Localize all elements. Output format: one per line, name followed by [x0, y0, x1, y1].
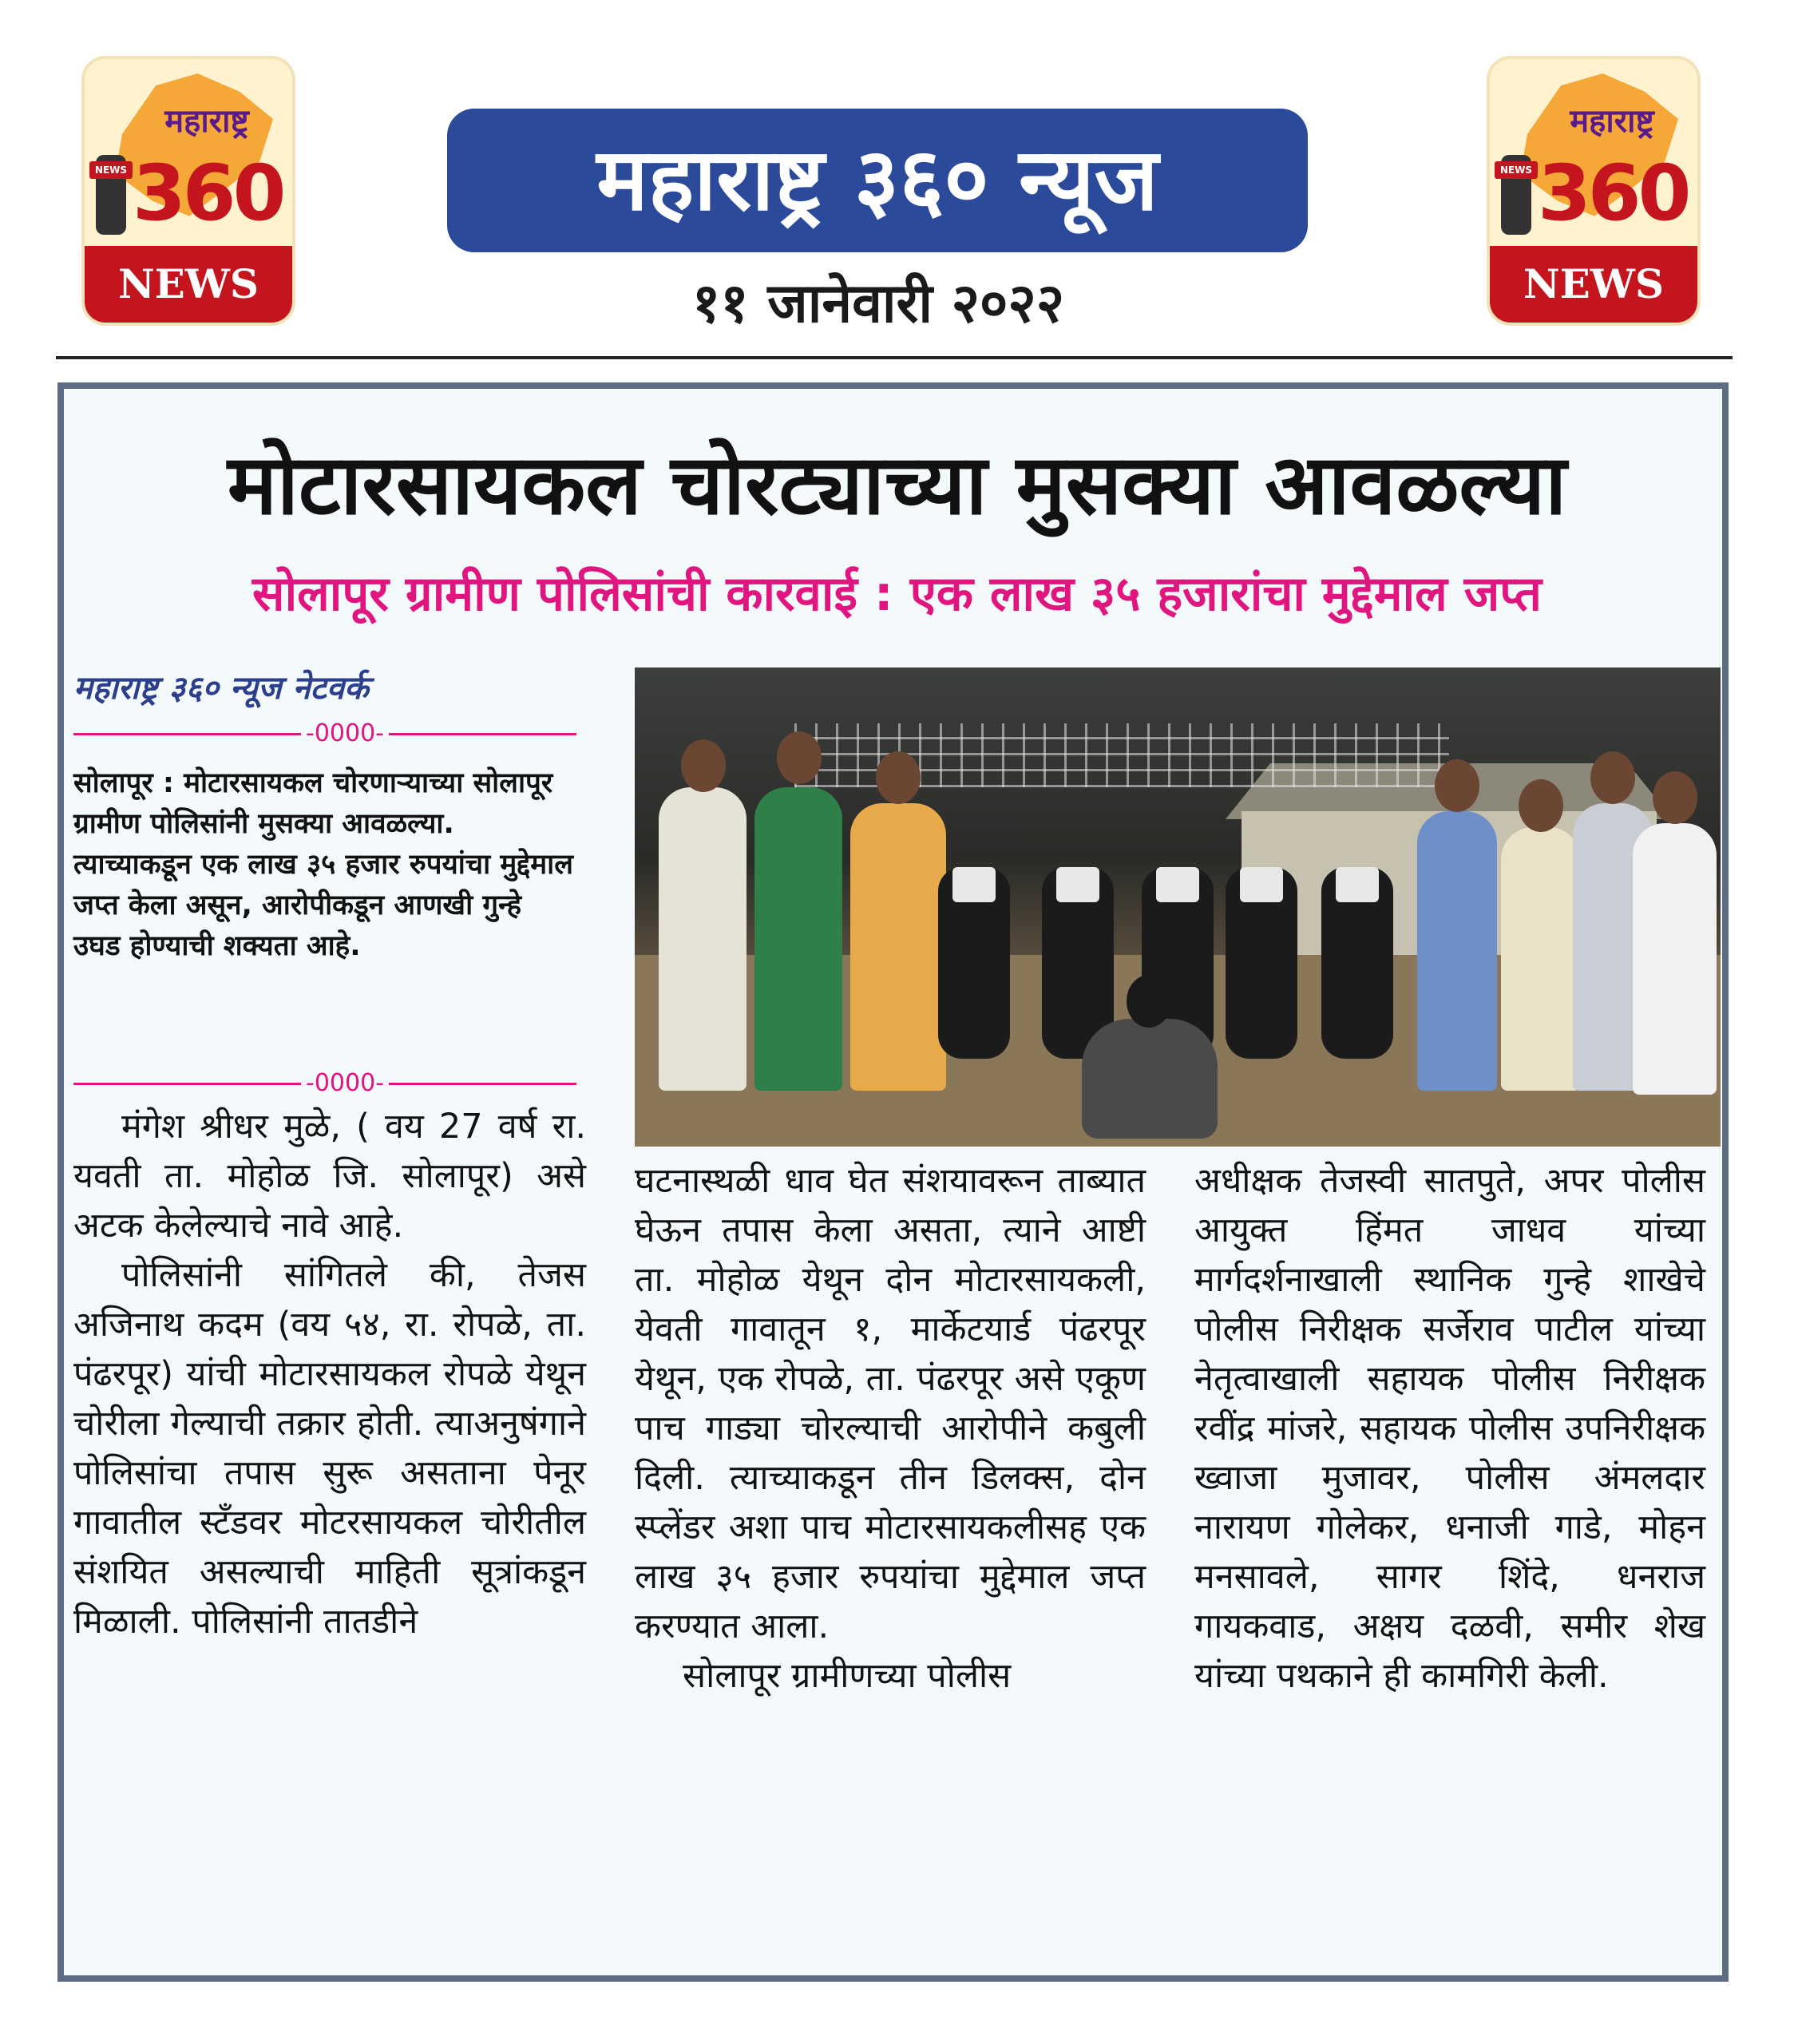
logo-number: 360 — [133, 149, 283, 238]
column-2 — [635, 1156, 1146, 1701]
divider-ornament: -0000- — [301, 1072, 389, 1095]
person — [1633, 823, 1717, 1095]
masthead-title: महाराष्ट्र ३६० न्यूज — [447, 109, 1308, 252]
person — [754, 787, 842, 1091]
person-head — [1653, 771, 1697, 824]
mic-badge: NEWS — [89, 161, 133, 179]
person-head — [777, 731, 822, 784]
person-head — [1519, 779, 1563, 832]
person — [1417, 811, 1497, 1091]
person-head — [876, 751, 921, 804]
column-1 — [73, 1102, 586, 1646]
logo-news-label: NEWS — [85, 246, 292, 323]
logo-state-text: महाराष्ट्र — [164, 103, 249, 140]
paragraph: घटनास्थळी धाव घेत संशयावरून ताब्यात घेऊन तपास केला असता, त्याने आष्टी ता. मोहोळ येथून दोन मोटारसायकली, येवती गावातून १, मार्केटयार्ड पंढरपूर येथून, एक रोपळे, ता. पंढरपूर असे एकूण पाच गाड्या चोरल्याची आरोपीने कबुली दिली. त्याच्याकडून तीन डिलक्स, दोन स्प्लेंडर अशा पाच मोटारसायकलीसह एक लाख ३५ हजार रुपयांचा मुद्देमाल जप्त करण्यात आला. — [635, 1161, 1146, 1646]
paragraph: अधीक्षक तेजस्वी सातपुते, अपर पोलीस आयुक्त हिंमत जाधव यांच्या मार्गदर्शनाखाली स्थानिक गुन्हे शाखेचे पोलीस निरीक्षक सर्जेराव पाटील यांच्या नेतृत्वाखाली सहायक पोलीस निरीक्षक रवींद्र मांजरे, सहायक पोलीस उपनिरीक्षक ख्वाजा मुजावर, पोलीस अंमलदार नारायण गोलेकर, धनाजी गाडे, मोहन मनसावले, सागर शिंदे, धनराज गायकवाड, अक्षय दळवी, समीर शेख यांच्या पथकाने ही कामगिरी केली. — [1194, 1161, 1705, 1696]
subheadline: सोलापूर ग्रामीण पोलिसांची कारवाई : एक लाख ३५ हजारांचा मुद्देमाल जप्त — [252, 566, 1542, 622]
divider-bottom — [73, 1069, 576, 1097]
byline: महाराष्ट्र ३६० न्यूज नेटवर्क — [73, 670, 369, 707]
issue-date: ११ जानेवारी २०२२ — [691, 272, 1065, 335]
headline: मोटारसायकल चोरट्याच्या मुसक्या आवळल्या — [227, 436, 1567, 533]
logo-right — [1490, 59, 1697, 323]
person-head — [1590, 751, 1635, 804]
motorcycle — [938, 867, 1010, 1059]
accused-person — [1082, 1019, 1218, 1139]
logo-number: 360 — [1538, 149, 1689, 238]
person-head — [681, 739, 726, 792]
news-photo — [635, 667, 1721, 1147]
masthead-rule — [56, 356, 1733, 359]
person — [1501, 827, 1581, 1091]
mic-badge: NEWS — [1495, 161, 1538, 179]
paragraph: पोलिसांनी सांगितले की, तेजस अजिनाथ कदम (वय ५४, रा. रोपळे, ता. पंढरपूर) यांची मोटारसायकल रोपळे येथून चोरीला गेल्याची तक्रार होती. त्याअनुषंगाने पोलिसांचा तपास सुरू असताना पेनूर गावातील स्टँडवर मोटरसायकल चोरीतील संशयित असल्याची माहिती सूत्रांकडून मिळाली. पोलिसांनी तातडीने — [73, 1255, 586, 1642]
person — [659, 787, 747, 1091]
column-3 — [1194, 1156, 1705, 1701]
logo-news-label: NEWS — [1490, 246, 1697, 323]
paragraph: मंगेश श्रीधर मुळे, ( वय 27 वर्ष रा. यवती ता. मोहोळ जि. सोलापूर) असे अटक केलेल्याचे नावे आहे. — [73, 1107, 586, 1246]
motorcycle — [1321, 867, 1393, 1059]
lead-paragraph: सोलापूर : मोटारसायकल चोरणाऱ्याच्या सोलापूर ग्रामीण पोलिसांनी मुसक्या आवळल्या. त्याच्याकडून एक लाख ३५ हजार रुपयांचा मुद्देमाल जप्त केला असून, आरोपीकडून आणखी गुन्हे उघड होण्याची शक्यता आहे. — [73, 767, 573, 962]
person-head — [1435, 759, 1479, 812]
divider-top — [73, 719, 576, 747]
person — [850, 803, 946, 1091]
logo-state-text: महाराष्ट्र — [1570, 103, 1654, 140]
paragraph: सोलापूर ग्रामीणच्या पोलीस — [683, 1656, 1012, 1696]
logo-left — [85, 59, 292, 323]
motorcycle — [1226, 867, 1297, 1059]
covered-head — [1127, 975, 1171, 1028]
divider-ornament: -0000- — [301, 722, 389, 746]
